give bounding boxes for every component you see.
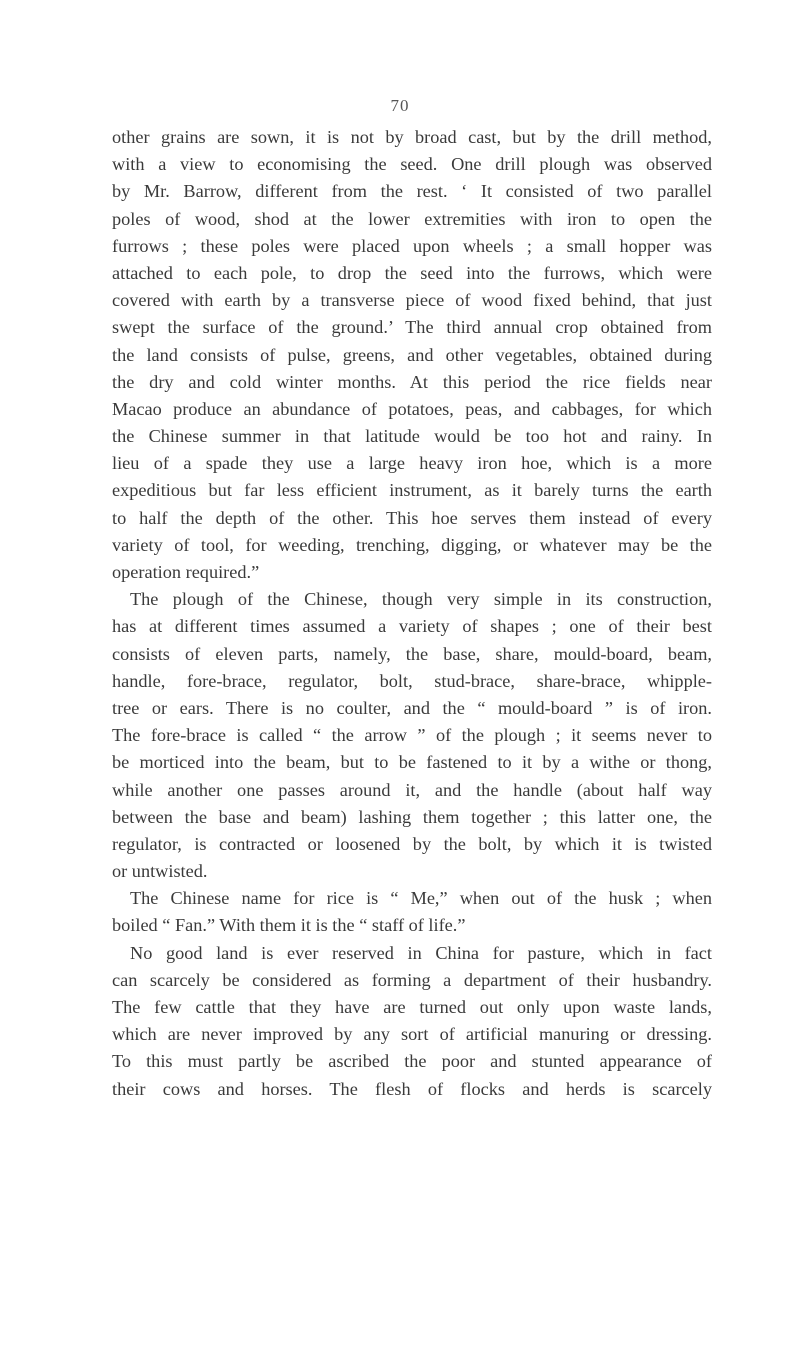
page-number: 70	[390, 96, 410, 115]
paragraph-first-line: No good land is ever reserved in China for pasture, which in fact	[130, 942, 712, 963]
text-line: between the base and beam) lashing them together ; this latter one, the	[112, 806, 712, 827]
text-line: Macao produce an abundance of potatoes, peas, and cabbages, for which	[112, 398, 712, 419]
text-line: The fore-brace is called “ the arrow ” of the plough ; it seems never to	[112, 725, 712, 746]
text-line: to half the depth of the other. This hoe serves them instead of every	[112, 507, 712, 528]
text-line: lieu of a spade they use a large heavy iron hoe, which is a more	[112, 453, 712, 474]
text-line: has at different times assumed a variety of shapes ; one of their best	[112, 616, 712, 637]
text-line: poles of wood, shod at the lower extremities with iron to open the	[112, 208, 712, 229]
text-line: expeditious but far less efficient instrument, as it barely turns the earth	[112, 480, 712, 501]
text-line: tree or ears. There is no coulter, and the “ mould-board ” is of iron.	[112, 697, 712, 718]
text-line: operation required.”	[112, 562, 260, 582]
text-line: consists of eleven parts, namely, the base, share, mould-board, beam,	[112, 643, 712, 664]
text-line: the dry and cold winter months. At this period the rice fields near	[112, 371, 712, 392]
text-line: attached to each pole, to drop the seed into the furrows, which were	[112, 262, 712, 283]
paragraph-first-line: The plough of the Chinese, though very simple in its construction,	[130, 589, 712, 610]
text-line: can scarcely be considered as forming a department of their husbandry.	[112, 969, 712, 990]
text-line: by Mr. Barrow, different from the rest. ‘ It consisted of two parallel	[112, 181, 712, 202]
body-text	[112, 124, 712, 1103]
text-line: while another one passes around it, and the handle (about half way	[112, 779, 712, 800]
text-line: The few cattle that they have are turned out only upon waste lands,	[112, 997, 712, 1017]
text-line: regulator, is contracted or loosened by the bolt, by which it is twisted	[112, 833, 712, 854]
text-line: boiled “ Fan.” With them it is the “ staff of life.”	[112, 915, 466, 936]
text-line: To this must partly be ascribed the poor and stunted appearance of	[112, 1051, 712, 1072]
text-line: with a view to economising the seed. One drill plough was observed	[112, 154, 712, 175]
text-line: the land consists of pulse, greens, and other vegetables, obtained during	[112, 344, 712, 365]
text-line: handle, fore-brace, regulator, bolt, stud-brace, share-brace, whipple-	[112, 670, 712, 691]
paragraph-first-line: The Chinese name for rice is “ Me,” when out of the husk ; when	[130, 888, 712, 909]
text-line: which are never improved by any sort of artificial manuring or dressing.	[112, 1024, 712, 1045]
text-line: or untwisted.	[112, 861, 208, 882]
text-line: their cows and horses. The flesh of flocks and herds is scarcely	[112, 1078, 712, 1099]
text-line: furrows ; these poles were placed upon wheels ; a small hopper was	[112, 235, 712, 256]
text-line: swept the surface of the ground.’ The third annual crop obtained from	[112, 317, 712, 338]
text-line: covered with earth by a transverse piece of wood fixed behind, that just	[112, 290, 712, 311]
text-line: the Chinese summer in that latitude would be too hot and rainy. In	[112, 426, 712, 447]
text-line: other grains are sown, it is not by broad cast, but by the drill method,	[112, 127, 712, 147]
text-line: be morticed into the beam, but to be fastened to it by a withe or thong,	[112, 752, 712, 773]
text-line: variety of tool, for weeding, trenching, digging, or whatever may be the	[112, 534, 712, 555]
